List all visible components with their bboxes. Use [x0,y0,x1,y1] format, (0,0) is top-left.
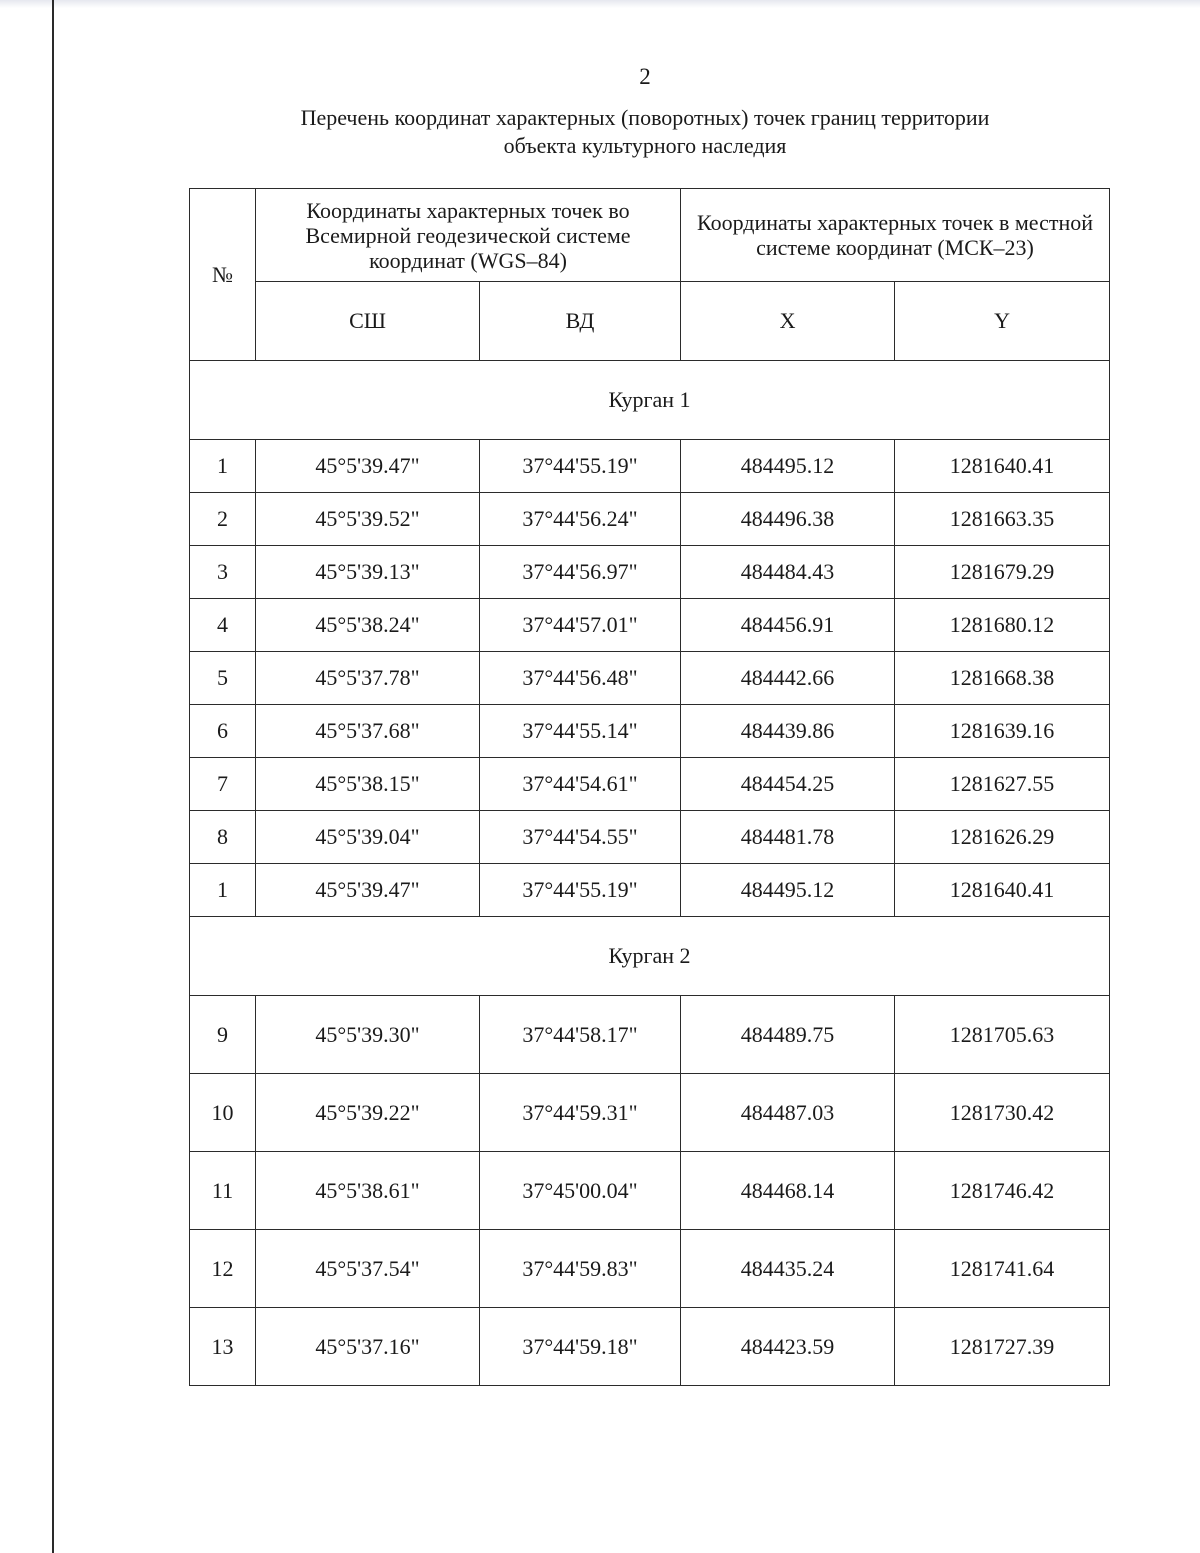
section-title: Курган 1 [190,361,1110,440]
cell-number: 12 [190,1230,256,1308]
cell-longitude: 37°44'59.83" [480,1230,681,1308]
scan-top-shade [0,0,1200,8]
cell-latitude: 45°5'39.52" [256,493,480,546]
table-row [190,996,1110,1074]
section-title: Курган 2 [190,917,1110,996]
cell-longitude: 37°44'55.19" [480,440,681,493]
header-number: № [190,189,256,361]
cell-y: 1281727.39 [895,1308,1110,1386]
cell-longitude: 37°44'54.61" [480,758,681,811]
cell-latitude: 45°5'39.13" [256,546,480,599]
table-row [190,811,1110,864]
cell-longitude: 37°44'55.19" [480,864,681,917]
cell-y: 1281626.29 [895,811,1110,864]
header-msk23: Координаты характерных точек в местной системе координат (МСК–23) [681,189,1110,282]
header-wgs84: Координаты характерных точек во Всемирной геодезической системе координат (WGS–84) [256,189,681,282]
cell-longitude: 37°44'59.31" [480,1074,681,1152]
cell-longitude: 37°44'56.48" [480,652,681,705]
cell-number: 3 [190,546,256,599]
table-row [190,864,1110,917]
table-row [190,546,1110,599]
cell-x: 484456.91 [681,599,895,652]
header-longitude: ВД [480,282,681,361]
cell-latitude: 45°5'37.16" [256,1308,480,1386]
section-row [190,361,1110,440]
cell-y: 1281705.63 [895,996,1110,1074]
cell-latitude: 45°5'37.54" [256,1230,480,1308]
cell-number: 1 [190,864,256,917]
cell-longitude: 37°44'57.01" [480,599,681,652]
cell-x: 484481.78 [681,811,895,864]
cell-latitude: 45°5'37.68" [256,705,480,758]
table-row [190,599,1110,652]
cell-x: 484495.12 [681,864,895,917]
cell-number: 8 [190,811,256,864]
cell-longitude: 37°44'59.18" [480,1308,681,1386]
cell-x: 484439.86 [681,705,895,758]
table-row [190,758,1110,811]
cell-number: 2 [190,493,256,546]
cell-y: 1281679.29 [895,546,1110,599]
cell-x: 484489.75 [681,996,895,1074]
cell-latitude: 45°5'39.47" [256,440,480,493]
header-row-2 [190,282,1110,361]
table-row [190,1230,1110,1308]
cell-number: 13 [190,1308,256,1386]
cell-y: 1281680.12 [895,599,1110,652]
cell-longitude: 37°45'00.04" [480,1152,681,1230]
document-title-line-1: Перечень координат характерных (поворотных) точек границ территории [300,105,990,130]
cell-x: 484496.38 [681,493,895,546]
header-x: X [681,282,895,361]
header-latitude: СШ [256,282,480,361]
cell-latitude: 45°5'39.04" [256,811,480,864]
cell-y: 1281730.42 [895,1074,1110,1152]
cell-number: 7 [190,758,256,811]
cell-number: 1 [190,440,256,493]
table-body [190,361,1110,1386]
cell-number: 10 [190,1074,256,1152]
table-row [190,440,1110,493]
cell-number: 9 [190,996,256,1074]
cell-longitude: 37°44'56.97" [480,546,681,599]
cell-x: 484423.59 [681,1308,895,1386]
cell-y: 1281741.64 [895,1230,1110,1308]
table-row [190,652,1110,705]
cell-number: 5 [190,652,256,705]
cell-number: 4 [190,599,256,652]
cell-x: 484495.12 [681,440,895,493]
table-row [190,1074,1110,1152]
document-title [200,104,1090,160]
cell-y: 1281627.55 [895,758,1110,811]
page-number: 2 [639,64,651,89]
cell-y: 1281746.42 [895,1152,1110,1230]
cell-latitude: 45°5'38.24" [256,599,480,652]
table-row [190,705,1110,758]
table-row [190,1308,1110,1386]
cell-x: 484454.25 [681,758,895,811]
cell-x: 484468.14 [681,1152,895,1230]
cell-y: 1281640.41 [895,864,1110,917]
cell-x: 484442.66 [681,652,895,705]
cell-number: 6 [190,705,256,758]
table-row [190,493,1110,546]
document-title-line-2: объекта культурного наследия [503,133,787,158]
table-row [190,1152,1110,1230]
cell-longitude: 37°44'55.14" [480,705,681,758]
cell-longitude: 37°44'56.24" [480,493,681,546]
header-y: Y [895,282,1110,361]
cell-x: 484435.24 [681,1230,895,1308]
header-row-1 [190,189,1110,282]
cell-y: 1281639.16 [895,705,1110,758]
section-row [190,917,1110,996]
cell-x: 484487.03 [681,1074,895,1152]
cell-latitude: 45°5'38.61" [256,1152,480,1230]
page-left-edge [52,0,54,1553]
cell-latitude: 45°5'39.30" [256,996,480,1074]
coordinates-table [189,188,1110,1386]
cell-y: 1281668.38 [895,652,1110,705]
cell-longitude: 37°44'58.17" [480,996,681,1074]
cell-latitude: 45°5'38.15" [256,758,480,811]
cell-x: 484484.43 [681,546,895,599]
cell-y: 1281663.35 [895,493,1110,546]
cell-latitude: 45°5'39.47" [256,864,480,917]
cell-number: 11 [190,1152,256,1230]
cell-latitude: 45°5'37.78" [256,652,480,705]
cell-longitude: 37°44'54.55" [480,811,681,864]
cell-y: 1281640.41 [895,440,1110,493]
cell-latitude: 45°5'39.22" [256,1074,480,1152]
